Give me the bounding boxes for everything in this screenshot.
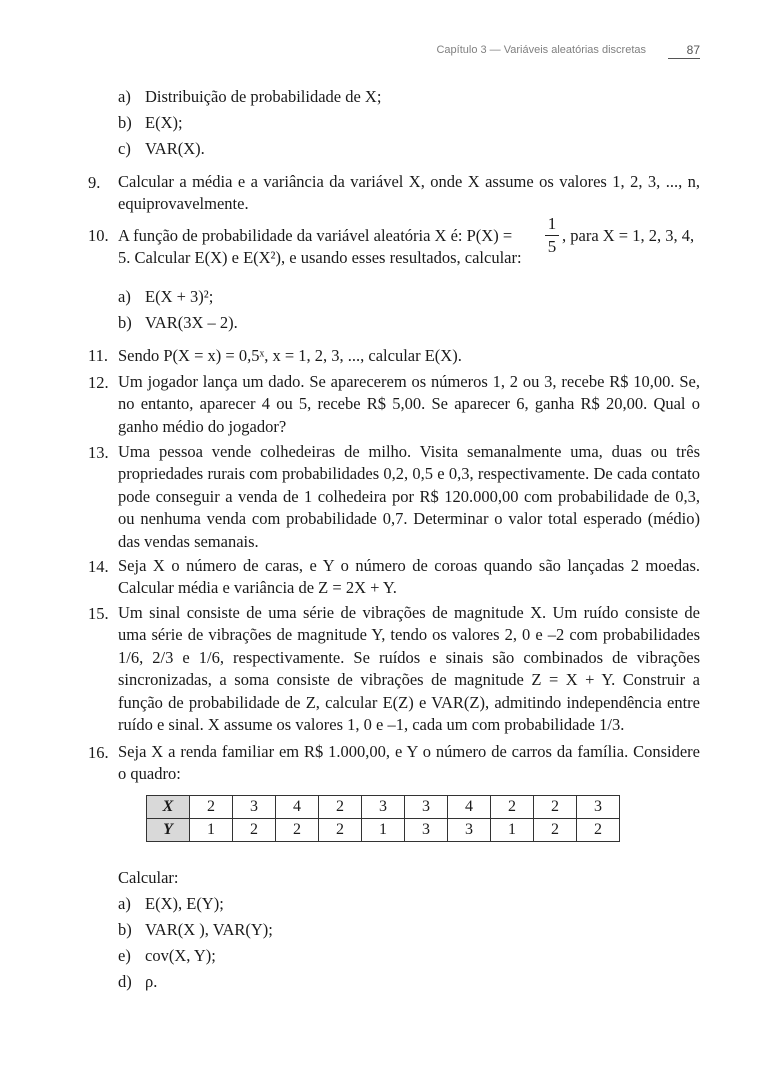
exercise-text: Um jogador lança um dado. Se aparecerem os números 1, 2 ou 3, recebe R$ 10,00. Se, no entanto, aparecer 4 ou 5, recebe R$ 5,00. Se aparecer 6, ganha R$ 20,00. Qual o ganho médio do jogador?: [118, 372, 700, 436]
table-cell: 2: [577, 819, 620, 842]
list-item: c) VAR(X).: [118, 139, 205, 158]
list-item: d) ρ.: [118, 972, 158, 991]
exercise-text: , para X = 1, 2, 3, 4,: [562, 226, 695, 245]
table-row-x: [147, 796, 620, 819]
exercise-number: 11.: [88, 346, 109, 365]
table-cell: 3: [577, 796, 620, 819]
exercise-text: Sendo P(X = x) = 0,5ˣ, x = 1, 2, 3, ..., calcular E(X).: [118, 346, 462, 365]
exercise-text: Seja X o número de caras, e Y o número de coroas quando são lançadas 2 moedas. Calcular média e variância de Z = 2X + Y.: [118, 556, 700, 598]
list-item: b) E(X);: [118, 113, 183, 132]
exercise-number: 10.: [88, 226, 109, 245]
table-header-y: Y: [147, 819, 190, 842]
table-cell: 2: [534, 796, 577, 819]
table-cell: 2: [491, 796, 534, 819]
table-cell: 3: [405, 819, 448, 842]
exercise-text: Seja X a renda familiar em R$ 1.000,00, e Y o número de carros da família. Considere o quadro:: [118, 742, 700, 784]
table-cell: 1: [190, 819, 233, 842]
page-number: 87: [668, 43, 700, 59]
exercise-text: A função de probabilidade da variável aleatória X é: P(X) =: [118, 226, 513, 245]
table-cell: 3: [448, 819, 491, 842]
exercise-text: Um sinal consiste de uma série de vibrações de magnitude X. Um ruído consiste de uma série de vibrações de magnitude Y, tendo os valores 2, 0 e –2 com probabilidades 1/6, 2/3 e 1/6, respectivamente. Se ruídos e sinais são combinados de vibrações sincronizadas, a soma consiste de vibrações de magnitude Z = X + Y. Construir a função de probabilidade de Z, calcular E(Z) e VAR(Z), admitindo independência entre ruído e sinal. X assume os valores 1, 0 e –1, cada um com probabilidade 1/3.: [118, 603, 700, 735]
list-item: a) Distribuição de probabilidade de X;: [118, 87, 382, 106]
list-item: e) cov(X, Y);: [118, 946, 216, 965]
table-cell: 3: [233, 796, 276, 819]
table-cell: 3: [362, 796, 405, 819]
table-cell: 2: [190, 796, 233, 819]
table-cell: 1: [362, 819, 405, 842]
list-item: a) E(X + 3)²;: [118, 287, 214, 306]
exercise-text: Calcular a média e a variância da variável X, onde X assume os valores 1, 2, 3, ..., n, equiprovavelmente.: [118, 172, 700, 214]
table-header-x: X: [147, 796, 190, 819]
fraction: 1 5: [545, 214, 559, 257]
chapter-title: Capítulo 3 — Variáveis aleatórias discretas: [436, 44, 646, 56]
table-cell: 3: [405, 796, 448, 819]
exercise-number: 15.: [88, 604, 109, 623]
table-row-y: [147, 819, 620, 842]
table-cell: 2: [319, 819, 362, 842]
table-cell: 2: [534, 819, 577, 842]
exercise-number: 13.: [88, 443, 109, 462]
table-cell: 4: [448, 796, 491, 819]
exercise-text: 5. Calcular E(X) e E(X²), e usando esses resultados, calcular:: [118, 248, 522, 267]
exercise-number: 12.: [88, 373, 109, 392]
list-item: a) E(X), E(Y);: [118, 894, 224, 913]
table-cell: 2: [276, 819, 319, 842]
list-item: b) VAR(3X – 2).: [118, 313, 238, 332]
exercise-text: Uma pessoa vende colhedeiras de milho. Visita semanalmente uma, duas ou três propriedades rurais com probabilidades 0,2, 0,5 e 0,3, respectivamente. De cada contato pode conseguir a venda de 1 colhedeira por R$ 120.000,00 com probabilidade de 0,3, ou nenhuma venda com probabilidade 0,7. Determinar o valor total esperado (médio) das vendas semanais.: [118, 442, 700, 551]
list-item: b) VAR(X ), VAR(Y);: [118, 920, 273, 939]
table-cell: 2: [319, 796, 362, 819]
data-table: [146, 795, 620, 842]
exercise-number: 16.: [88, 743, 109, 762]
table-cell: 2: [233, 819, 276, 842]
exercise-number: 9.: [88, 173, 101, 192]
running-header: [0, 42, 768, 62]
table-cell: 4: [276, 796, 319, 819]
exercise-number: 14.: [88, 557, 109, 576]
calc-title: Calcular:: [118, 868, 179, 887]
table-cell: 1: [491, 819, 534, 842]
